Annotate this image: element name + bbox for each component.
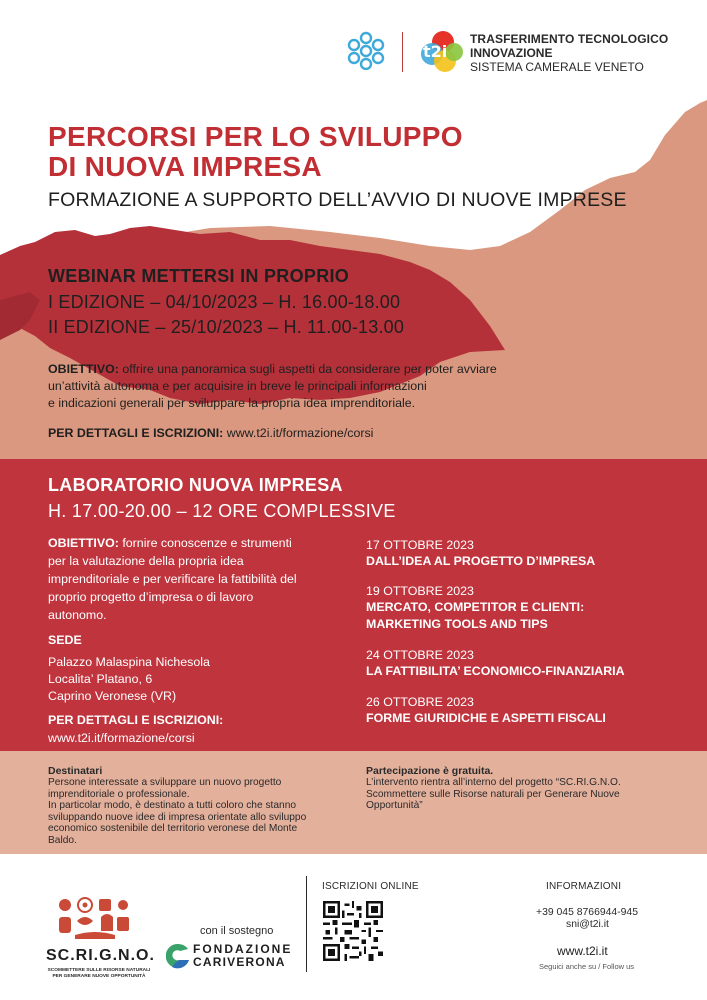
lab-objective-line1: fornire conoscenze e strumenti [118, 536, 292, 550]
webinar-title: WEBINAR METTERSI IN PROPRIO [48, 266, 350, 286]
webinar-edition-1: I EDIZIONE – 04/10/2023 – H. 16.00-18.00 [48, 292, 401, 312]
webinar-objective-label: OBIETTIVO: [48, 362, 119, 376]
session-2-title: MERCATO, COMPETITOR E CLIENTI: [366, 600, 585, 614]
title-line-1: PERCORSI PER LO SVILUPPO [48, 121, 463, 152]
scrigno-subtitle-line2: PER GENERARE NUOVE OPPORTUNITÀ [52, 974, 146, 979]
lab-objective-line3: imprenditoriale e per verificare la fattibilità del [48, 572, 297, 586]
session-2-title-line2: MARKETING TOOLS AND TIPS [366, 617, 548, 631]
lab-title: LABORATORIO NUOVA IMPRESA [48, 475, 343, 495]
destinatari-text [48, 777, 358, 847]
session-3-date: 24 OTTOBRE 2023 [366, 648, 474, 662]
scrigno-name: SC.RI.G.N.O. [46, 947, 155, 964]
fondazione-name-line2: CARIVERONA [193, 955, 286, 969]
org-name-line3: SISTEMA CAMERALE VENETO [470, 60, 644, 74]
org-name-line2: INNOVAZIONE [470, 46, 553, 60]
fondazione-name-line1: FONDAZIONE [193, 942, 293, 956]
follow-us-text: Seguici anche su / Follow us [539, 962, 635, 971]
lab-objective-line2: per la valutazione della propria idea [48, 554, 244, 568]
lab-objective-line5: autonomo. [48, 608, 107, 622]
qr-code-icon[interactable] [323, 901, 383, 961]
header-separator [402, 32, 403, 72]
destinatari-line2: imprenditoriale o professionale. [48, 788, 190, 800]
lab-hours: H. 17.00-20.00 – 12 ORE COMPLESSIVE [48, 501, 396, 521]
webinar-details [48, 426, 373, 440]
camera-commercio-logo-icon [344, 30, 388, 70]
webinar-details-link[interactable]: www.t2i.it/formazione/corsi [223, 426, 374, 440]
scrigno-logo-icon [55, 895, 135, 945]
page-subtitle: FORMAZIONE A SUPPORTO DELL’AVVIO DI NUOVE IMPRESE [48, 189, 627, 211]
session-4-date: 26 OTTOBRE 2023 [366, 695, 474, 709]
org-name-line1: TRASFERIMENTO TECNOLOGICO [470, 32, 669, 46]
webinar-objective-line2: un’attività autonoma e per acquisire in breve le principali informazioni [48, 379, 427, 393]
lab-details-label: PER DETTAGLI E ISCRIZIONI: [48, 713, 224, 727]
lab-details-link[interactable]: www.t2i.it/formazione/corsi [48, 731, 195, 745]
webinar-objective-line1: offrire una panoramica sugli aspetti da considerare per poter avviare [118, 362, 497, 376]
page-title [48, 122, 463, 182]
participation-line3: Opportunità” [366, 800, 423, 812]
footer-separator [306, 876, 307, 972]
destinatari-line6: Baldo. [48, 834, 77, 846]
support-label: con il sostegno [200, 925, 274, 937]
scrigno-subtitle-line1: SCOMMETTERE SULLE RISORSE NATURALI [47, 968, 151, 973]
session-1-date: 17 OTTOBRE 2023 [366, 538, 474, 552]
phone-number[interactable]: +39 045 8766944-945 [536, 907, 638, 918]
info-label: INFORMAZIONI [546, 881, 622, 892]
svg-text:t2i: t2i [423, 42, 448, 61]
sede-line-3: Caprino Veronese (VR) [48, 689, 177, 703]
email-link[interactable]: sni@t2i.it [566, 919, 609, 930]
destinatari-line5: economico sostenibile del territorio veronese del Monte [48, 823, 298, 835]
lab-objective [48, 534, 348, 624]
destinatari-label: Destinatari [48, 765, 103, 777]
destinatari-line4: sviluppando nuove idee di impresa orientate allo sviluppo [48, 811, 307, 823]
participation-text [366, 777, 666, 812]
destinatari-line3: In particolar modo, è destinato a tutti coloro che stanno [48, 800, 297, 812]
participation-line1: L’intervento rientra all’interno del progetto “SC.RI.G.N.O. [366, 777, 621, 788]
website-link[interactable]: www.t2i.it [557, 944, 608, 958]
scrigno-subtitle [44, 968, 154, 980]
webinar-edition-2: II EDIZIONE – 25/10/2023 – H. 11.00-13.00 [48, 317, 405, 337]
webinar-details-label: PER DETTAGLI E ISCRIZIONI: [48, 426, 224, 440]
lab-objective-line4: proprio progetto d’impresa o di lavoro [48, 590, 254, 604]
cariverona-logo-icon [166, 943, 190, 969]
title-line-2: DI NUOVA IMPRESA [48, 151, 322, 182]
destinatari-line1: Persone interessate a sviluppare un nuovo progetto [48, 777, 282, 788]
session-1-title: DALL’IDEA AL PROGETTO D’IMPRESA [366, 554, 596, 568]
sede-line-1: Palazzo Malaspina Nichesola [48, 655, 210, 669]
participation-line2: Scommettere sulle Risorse naturali per Generare Nuove [366, 788, 620, 800]
webinar-objective [48, 361, 608, 412]
session-3-title: LA FATTIBILITA’ ECONOMICO-FINANZIARIA [366, 664, 625, 678]
sede-label: SEDE [48, 633, 82, 647]
sede-line-2: Localita’ Platano, 6 [48, 672, 153, 686]
online-registration-label: ISCRIZIONI ONLINE [322, 881, 419, 892]
webinar-objective-line3: e indicazioni generali per sviluppare la propria idea imprenditoriale. [48, 396, 416, 410]
t2i-logo-icon [410, 30, 466, 74]
participation-label: Partecipazione è gratuita. [366, 765, 494, 777]
session-2-date: 19 OTTOBRE 2023 [366, 584, 474, 598]
session-4-title: FORME GIURIDICHE E ASPETTI FISCALI [366, 711, 606, 725]
lab-objective-label: OBIETTIVO: [48, 536, 119, 550]
